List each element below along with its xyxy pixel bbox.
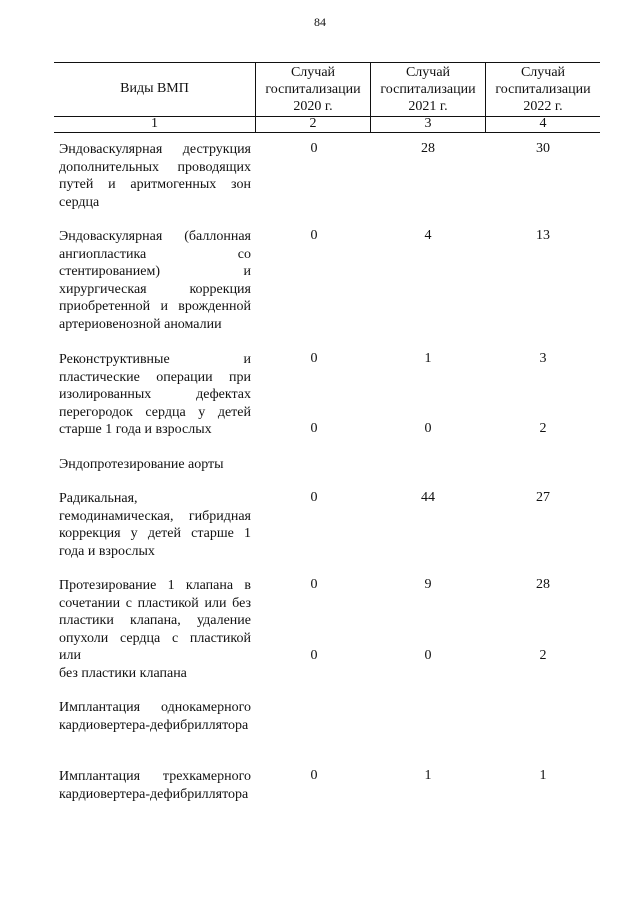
table-top-rule — [54, 62, 600, 63]
value-2022: 27 — [536, 490, 550, 505]
value-2021: 9 — [424, 577, 432, 592]
value-2021: 0 — [424, 421, 432, 436]
value-2022: 28 — [536, 577, 550, 592]
colnum-4: 4 — [539, 116, 547, 131]
colnum-1: 1 — [151, 116, 158, 131]
value-2020: 0 — [310, 648, 318, 663]
value-2021: 1 — [424, 768, 432, 783]
value-2020: 0 — [310, 768, 318, 783]
value-2022: 3 — [539, 351, 547, 366]
value-2022: 13 — [536, 228, 550, 243]
header-2022: Случай госпитализации 2022 г. — [495, 65, 591, 114]
row-description: Эндопротезирование аорты — [59, 457, 224, 472]
header-2021: Случай госпитализации 2021 г. — [380, 65, 476, 114]
page-number: 84 — [314, 15, 326, 29]
row-description: Имплантация трехкамерного кардиовертера-дефибриллятора — [59, 769, 251, 802]
row-description: Имплантация однокамерного кардиовертера-дефибриллятора — [59, 700, 251, 733]
row-description: Эндоваскулярная (баллонная ангиопластика со стентированием) и хирургическая коррекция приобретенной и врожденной артериовенозной аномалии — [59, 229, 251, 332]
value-2020: 0 — [310, 490, 318, 505]
header-2020: Случай госпитализации 2020 г. — [265, 65, 361, 114]
colnum-2: 2 — [309, 116, 317, 131]
value-2020: 0 — [310, 228, 318, 243]
row-description: без пластики клапана — [59, 666, 187, 681]
value-2022: 30 — [536, 141, 550, 156]
value-2021: 44 — [421, 490, 435, 505]
value-2020: 0 — [310, 351, 318, 366]
value-2022: 2 — [539, 421, 547, 436]
value-2022: 2 — [539, 648, 547, 663]
row-description: Радикальная, гемодинамическая, гибридная коррекция у детей старше 1 года и взрослых — [59, 491, 251, 559]
header-types: Виды ВМП — [120, 81, 189, 96]
value-2020: 0 — [310, 421, 318, 436]
row-description: Эндоваскулярная деструкция дополнительных проводящих путей и аритмогенных зон сердца — [59, 142, 251, 210]
value-2021: 0 — [424, 648, 432, 663]
value-2021: 1 — [424, 351, 432, 366]
value-2021: 28 — [421, 141, 435, 156]
value-2021: 4 — [424, 228, 432, 243]
colnum-bottom-rule — [54, 132, 600, 133]
value-2020: 0 — [310, 577, 318, 592]
value-2020: 0 — [310, 141, 318, 156]
row-description: Реконструктивные и пластические операции при изолированных дефектах перегородок сердца у детей старше 1 года и взрослых — [59, 352, 251, 437]
value-2022: 1 — [539, 768, 547, 783]
colnum-3: 3 — [424, 116, 432, 131]
row-description: Протезирование 1 клапана в сочетании с пластикой или без пластики клапана, удаление опухоли сердца с пластикой или — [59, 578, 251, 663]
